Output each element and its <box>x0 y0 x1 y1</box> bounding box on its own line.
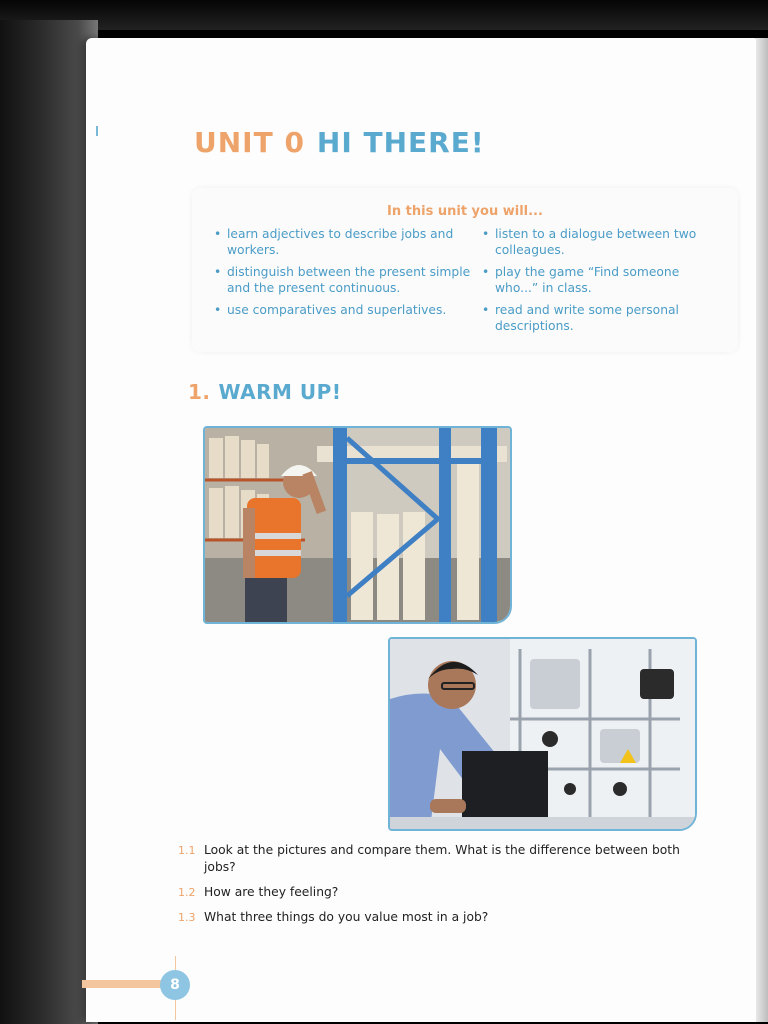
bullet-icon: • <box>214 265 222 279</box>
goal-item: • use comparatives and superlatives. <box>214 303 447 317</box>
goal-item: • play the game “Find someone who...” in class. <box>482 265 680 295</box>
question-item <box>178 909 698 926</box>
question-number: 1.2 <box>178 886 196 899</box>
question-number: 1.1 <box>178 844 196 857</box>
question-item <box>178 842 698 876</box>
warehouse-worker-photo <box>203 426 512 624</box>
goal-item: • read and write some personal descriptions. <box>482 303 679 333</box>
scan-left-edge <box>0 20 98 1024</box>
warm-up-questions <box>178 842 698 934</box>
margin-mark <box>96 126 98 136</box>
scan-top-edge <box>0 0 768 30</box>
page-edge <box>756 38 768 1022</box>
bullet-icon: • <box>482 227 490 241</box>
bullet-icon: • <box>482 303 490 317</box>
goals-right-list <box>482 226 722 340</box>
question-number: 1.3 <box>178 911 196 924</box>
goals-heading: In this unit you will... <box>387 204 543 219</box>
bullet-icon: • <box>214 227 222 241</box>
goal-item: • distinguish between the present simple and the present continuous. <box>214 265 471 295</box>
question-text: How are they feeling? <box>204 885 339 899</box>
lab-technician-photo <box>388 637 697 831</box>
goal-item: • learn adjectives to describe jobs and workers. <box>214 227 454 257</box>
footer-rule <box>82 980 162 988</box>
goals-left-list <box>214 226 476 324</box>
bullet-icon: • <box>482 265 490 279</box>
question-item <box>178 884 698 901</box>
unit-name: HI THERE! <box>316 126 485 159</box>
unit-label: UNIT 0 <box>194 126 305 159</box>
question-text: What three things do you value most in a job? <box>204 910 489 924</box>
unit-title <box>194 126 485 159</box>
question-text: Look at the pictures and compare them. What is the difference between both jobs? <box>204 843 680 874</box>
page-number: 8 <box>160 970 190 1000</box>
section-number: 1. <box>188 380 211 404</box>
section-name: WARM UP! <box>218 380 342 404</box>
section-title <box>188 380 341 404</box>
bullet-icon: • <box>214 303 222 317</box>
unit-goals-box <box>192 188 738 352</box>
goal-item: • listen to a dialogue between two colleagues. <box>482 227 697 257</box>
